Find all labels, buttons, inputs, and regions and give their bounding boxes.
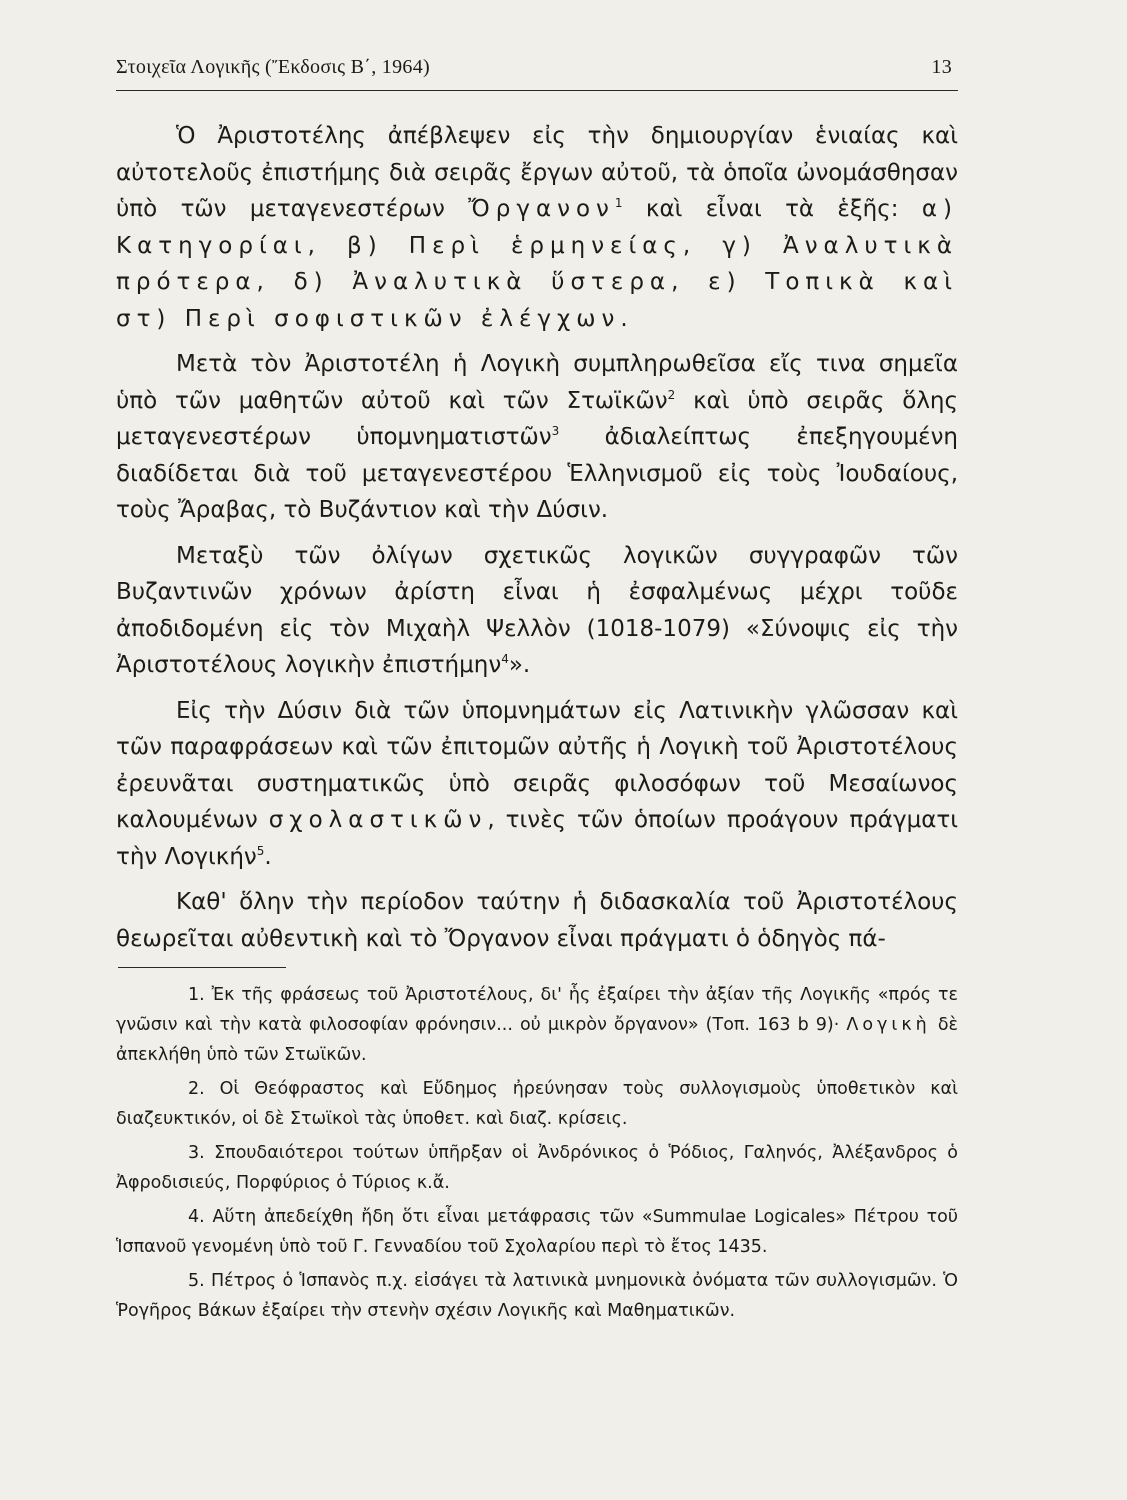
page-number: 13: [931, 56, 952, 78]
fn1-spaced-logike: Λογικὴ: [846, 1015, 931, 1035]
footnote-1: [116, 980, 958, 1070]
footnote-3: 3. Σπουδαιότεροι τούτων ὑπῆρξαν οἱ Ἀνδρόνικος ὁ Ῥόδιος, Γαληνός, Ἀλέξανδρος ὁ Ἀφροδισιεύς, Πορφύριος ὁ Τύριος κ.ἄ.: [116, 1143, 958, 1193]
p2-text-b: καὶ ὑπὸ σειρᾶς ὅλης μεταγενεστέρων ὑπομνηματιστῶν: [116, 387, 959, 450]
paragraph-3: [116, 538, 958, 684]
footnote-5: 5. Πέτρος ὁ Ἱσπανὸς π.χ. εἰσάγει τὰ λατινικὰ μνημονικὰ ὀνόματα τῶν συλλογισμῶν. Ὁ Ῥογῆρος Βάκων ἐξαίρει τὴν στενὴν σχέσιν Λογικῆς καὶ Μαθηματικῶν.: [116, 1271, 958, 1321]
p1-spaced-works: α) Κατηγορίαι, β) Περὶ ἑρμηνείας, γ) Ἀναλυτικὰ πρότερα, δ) Ἀναλυτικὰ ὕστερα, ε) Τοπικὰ καὶ στ) Περὶ σοφιστικῶν ἐλέγχων.: [116, 196, 958, 332]
fn1-text-c: δὲ ἀπεκλήθη ὑπὸ τῶν Στωϊκῶν.: [116, 1015, 958, 1065]
footnote-4: 4. Αὕτη ἀπεδείχθη ἤδη ὅτι εἶναι μετάφρασις τῶν «Summulae Logicales» Πέτρου τοῦ Ἱσπανοῦ γενομένη ὑπὸ τοῦ Γ. Γενναδίου τοῦ Σχολαρίου περὶ τὸ ἔτος 1435.: [116, 1207, 958, 1257]
p3-text-b: ».: [508, 652, 531, 678]
fn1-text-a: 1. Ἐκ τῆς φράσεως τοῦ Ἀριστοτέλους, δι' ἧς ἐξαίρει τὴν ἀξίαν τῆς Λογικῆς «πρός τε γνῶσιν καὶ τὴν κατὰ φιλοσοφίαν φρόνησιν... οὐ μικρὸν ὄργανον» (Τοπ. 163 b 9)·: [116, 985, 958, 1035]
footnote-ref-4: 4: [501, 652, 509, 666]
p4-text-a: Εἰς τὴν Δύσιν διὰ τῶν ὑπομνημάτων εἰς Λατινικὴν γλῶσσαν καὶ τῶν παραφράσεων καὶ τῶν ἐπιτομῶν αὐτῆς ἡ Λογικὴ τοῦ Ἀριστοτέλους ἐρευνᾶται συστηματικῶς ὑπὸ σειρᾶς φιλοσόφων τοῦ Μεσαίωνος καλουμένων: [116, 697, 958, 833]
paragraph-4: [116, 693, 958, 876]
footnote-separator: [118, 967, 286, 968]
p1-text-a: Ὁ Ἀριστοτέλης ἀπέβλεψεν εἰς τὴν δημιουργίαν ἑνιαίας καὶ αὐτοτελοῦς ἐπιστήμης διὰ σειρᾶς ἔργων αὐτοῦ, τὰ ὁποῖα ὠνομάσθησαν ὑπὸ τῶν μεταγενεστέρων: [116, 123, 958, 222]
footnote-ref-2: 2: [667, 387, 676, 402]
p1-spaced-organon: Ὄργανον: [468, 196, 615, 222]
footnote-2: 2. Οἱ Θεόφραστος καὶ Εὔδημος ἠρεύνησαν τοὺς συλλογισμοὺς ὑποθετικὸν καὶ διαζευκτικόν, οἱ δὲ Στωϊκοὶ τὰς ὑποθετ. καὶ διαζ. κρίσεις.: [116, 1079, 958, 1129]
p3-text-a: Μεταξὺ τῶν ὀλίγων σχετικῶς λογικῶν συγγραφῶν τῶν Βυζαντινῶν χρόνων ἀρίστη εἶναι ἡ ἐσφαλμένως μέχρι τοῦδε ἀποδιδομένη εἰς τὸν Μιχαὴλ Ψελλὸν (1018-1079) «Σύνοψις εἰς τὴν Ἀριστοτέλους λογικὴν ἐπιστήμην: [116, 542, 958, 678]
paragraph-5: Καθ' ὅλην τὴν περίοδον ταύτην ἡ διδασκαλία τοῦ Ἀριστοτέλους θεωρεῖται αὐθεντικὴ καὶ τὸ Ὄργανον εἶναι πράγματι ὁ ὁδηγὸς πά-: [116, 889, 958, 952]
p4-text-c: , τινὲς τῶν ὁποίων προάγουν πράγματι τὴν Λογικήν: [116, 807, 958, 870]
paragraph-2: [116, 346, 958, 529]
main-text: [116, 118, 958, 957]
running-title: Στοιχεῖα Λογικῆς (Ἔκδοσις Β΄, 1964): [116, 56, 430, 78]
p1-text-c: καὶ εἶναι τὰ ἑξῆς:: [622, 196, 922, 222]
footnotes: [116, 980, 958, 1330]
p2-text-c: ἀδιαλείπτως ἐπεξηγουμένη διαδίδεται διὰ τοῦ μεταγενεστέρου Ἑλληνισμοῦ εἰς τοὺς Ἰουδαίους, τοὺς Ἄραβας, τὸ Βυζάντιον καὶ τὴν Δύσιν.: [116, 424, 958, 523]
paragraph-1: [116, 118, 958, 337]
p2-text-a: Μετὰ τὸν Ἀριστοτέλη ἡ Λογικὴ συμπληρωθεῖσα εἴς τινα σημεῖα ὑπὸ τῶν μαθητῶν αὐτοῦ καὶ τῶν Στωϊκῶν: [116, 351, 958, 414]
footnote-ref-1: 1: [614, 196, 623, 210]
p4-text-d: .: [264, 843, 272, 870]
footnote-ref-3: 3: [551, 424, 560, 438]
p4-spaced-scholastics: σχολαστικῶν: [268, 807, 488, 833]
running-header: [116, 56, 958, 91]
footnote-ref-5: 5: [256, 843, 265, 858]
